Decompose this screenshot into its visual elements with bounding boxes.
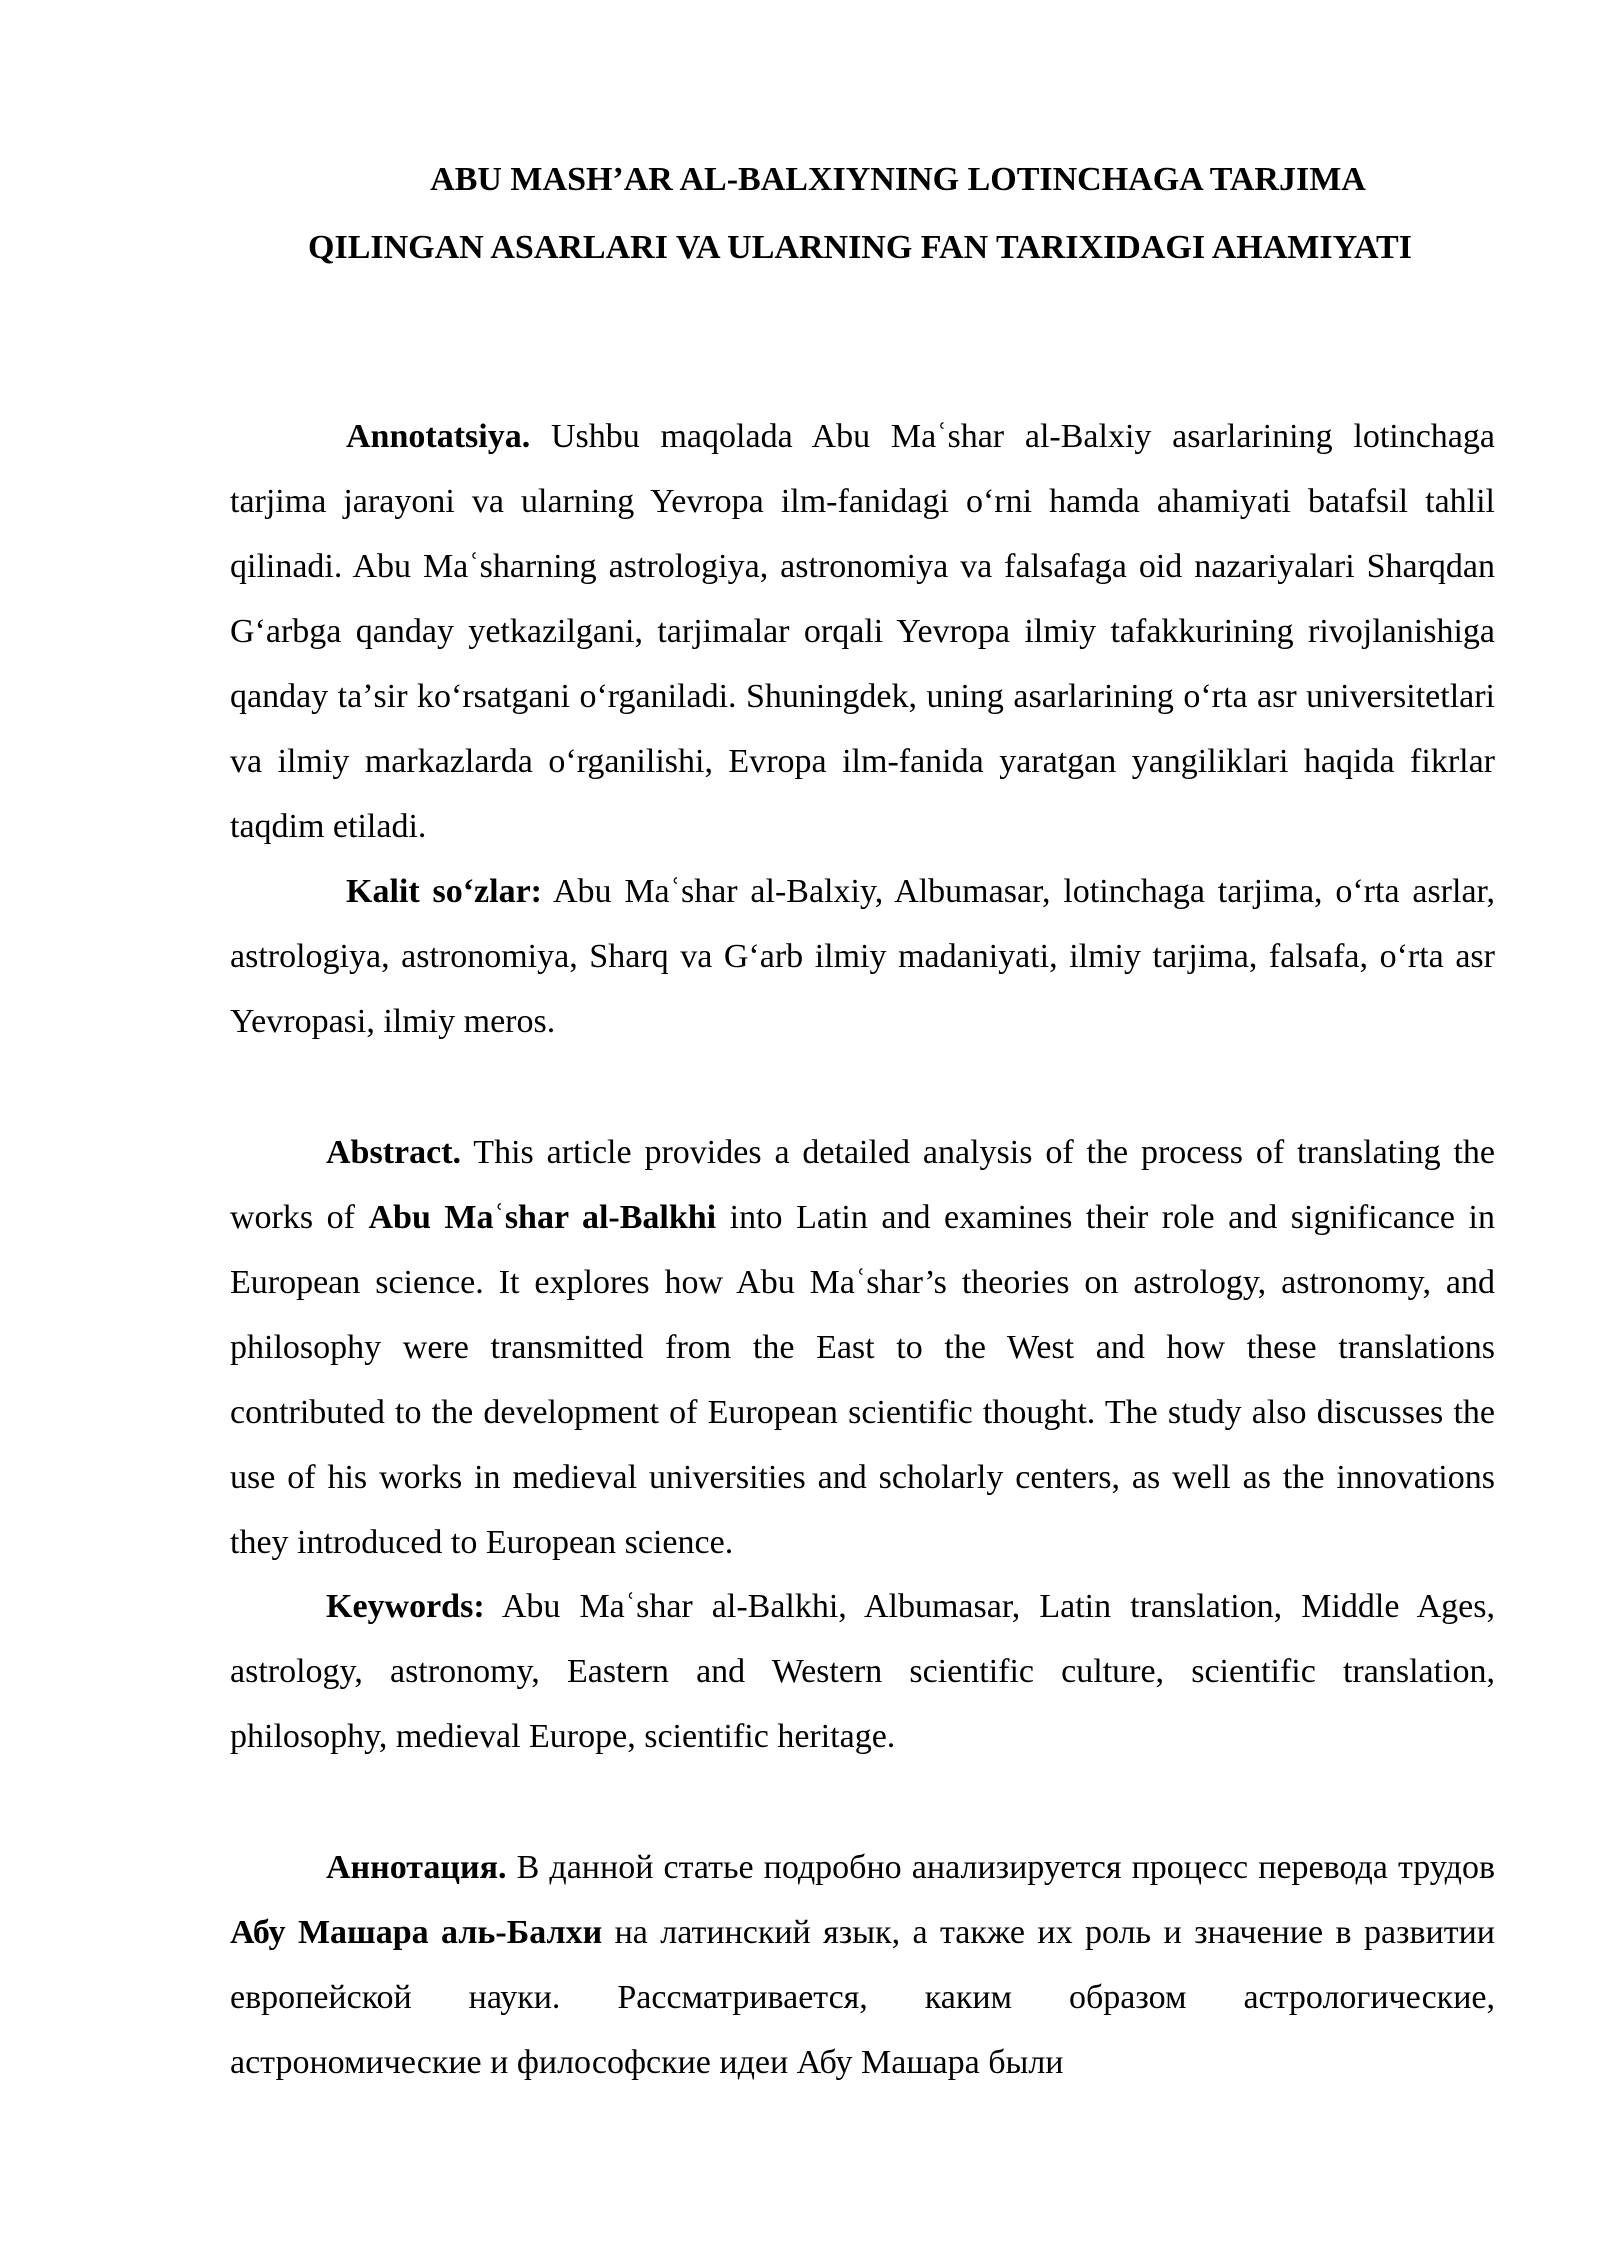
english-keywords-paragraph bbox=[230, 1574, 1495, 1769]
page-title bbox=[230, 146, 1490, 282]
russian-annotation-text-start: В данной статье подробно анализируется процесс перевода трудов bbox=[506, 1849, 1495, 1886]
russian-annotation-author-name: Абу Машара аль-Балхи bbox=[230, 1914, 603, 1951]
uzbek-annotation-text: Ushbu maqolada Abu Maʿshar al-Balxiy asarlarining lotinchaga tarjima jarayoni va ularning Yevropa ilm-fanidagi oʻrni hamda ahamiyati batafsil tahlil qilinadi. Abu Maʿsharning astrologiya, astronomiya va falsafaga oid nazariyalari Sharqdan Gʻarbga qanday yetkazilgani, tarjimalar orqali Yevropa ilmiy tafakkurining rivojlanishiga qanday taʼsir koʻrsatgani oʻrganiladi. Shuningdek, uning asarlarining oʻrta asr universitetlari va ilmiy markazlarda oʻrganilishi, Evropa ilm-fanida yaratgan yangiliklari haqida fikrlar taqdim etiladi. bbox=[230, 418, 1495, 845]
russian-annotation-text-end: на латинский язык, а также их роль и значение в развитии европейской науки. Рассматривается, каким образом астрологические, астрономические и философские идеи Абу Машара были bbox=[230, 1914, 1495, 2081]
english-keywords-text: Abu Maʿshar al-Balkhi, Albumasar, Latin translation, Middle Ages, astrology, astronomy, Eastern and Western scientific culture, scientific translation, philosophy, medieval Europe, scientific heritage. bbox=[230, 1588, 1495, 1755]
russian-annotation-paragraph bbox=[230, 1835, 1495, 2095]
uzbek-annotation-label: Annotatsiya. bbox=[346, 418, 531, 455]
title-line-1: ABU MASH’AR AL-BALXIYNING LOTINCHAGA TARJIMA bbox=[430, 161, 1366, 198]
uzbek-keywords-text: Abu Maʿshar al-Balxiy, Albumasar, lotinchaga tarjima, oʻrta asrlar, astrologiya, astronomiya, Sharq va Gʻarb ilmiy madaniyati, ilmiy tarjima, falsafa, oʻrta asr Yevropasi, ilmiy meros. bbox=[230, 873, 1496, 1040]
english-abstract-paragraph bbox=[230, 1120, 1495, 1575]
english-abstract-author-name: Abu Maʿshar al-Balkhi bbox=[368, 1199, 717, 1236]
uzbek-annotation-paragraph bbox=[230, 404, 1495, 859]
english-abstract-text-start: This article provides a detailed analysis of the process of translating the works of bbox=[230, 1134, 1495, 1236]
english-keywords-label: Keywords: bbox=[326, 1588, 485, 1625]
russian-annotation-label: Аннотация. bbox=[326, 1849, 507, 1886]
uzbek-keywords-label: Kalit soʻzlar: bbox=[346, 873, 542, 910]
title-line-2: QILINGAN ASARLARI VA ULARNING FAN TARIXIDAGI AHAMIYATI bbox=[308, 229, 1412, 266]
english-abstract-label: Abstract. bbox=[326, 1134, 462, 1171]
uzbek-keywords-paragraph bbox=[230, 859, 1495, 1054]
english-abstract-text-end: into Latin and examines their role and significance in European science. It explores how Abu Maʿshar’s theories on astrology, astronomy, and philosophy were transmitted from the East to the West and how these translations contributed to the development of European scientific thought. The study also discusses the use of his works in medieval universities and scholarly centers, as well as the innovations they introduced to European science. bbox=[230, 1199, 1495, 1561]
